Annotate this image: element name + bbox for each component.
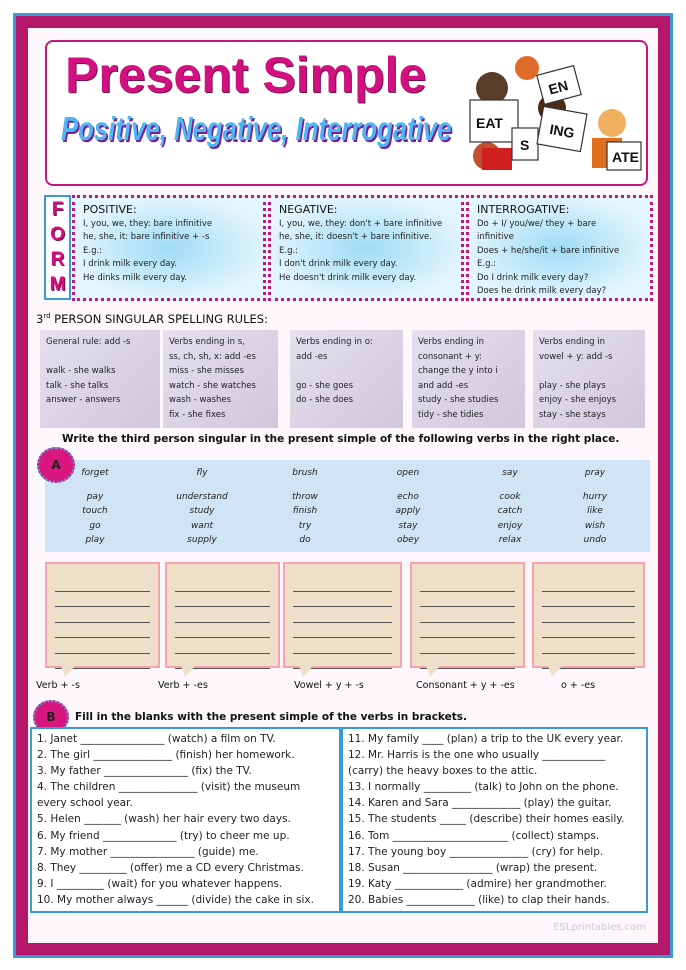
spelling-rule-box bbox=[290, 330, 403, 428]
page-subtitle: Positive, Negative, Interrogative bbox=[61, 110, 452, 147]
spelling-rule-line: Verbs ending in s, bbox=[169, 337, 245, 347]
verb-column bbox=[157, 466, 247, 548]
form-letter: F bbox=[51, 198, 64, 220]
verb-item: understand bbox=[176, 491, 228, 502]
sentence-item: 7. My mother ________________ (guide) me. bbox=[37, 845, 259, 858]
spelling-rule-line: add -es bbox=[296, 351, 328, 362]
spelling-rule-line: ss, ch, sh, x: add -es bbox=[169, 351, 256, 362]
verb-item: echo bbox=[397, 491, 419, 502]
form-box-line: I, you, we, they: bare infinitive bbox=[83, 218, 213, 229]
spelling-rule-line: tidy - she tidies bbox=[418, 409, 484, 420]
spelling-rule-line: consonant + y: bbox=[418, 351, 483, 362]
heading-superscript: rd bbox=[43, 312, 51, 321]
clipart-word: EN bbox=[546, 77, 570, 98]
sentence-item: 12. Mr. Harris is the one who usually ____________ bbox=[348, 749, 606, 762]
form-box-line: I, you, we, they: don't + bare infinitive bbox=[279, 218, 443, 229]
spelling-rule-line: General rule: add -s bbox=[46, 337, 131, 347]
sentence-item: 14. Karen and Sara _____________ (play) the guitar. bbox=[348, 797, 612, 810]
spelling-rule-line: vowel + y: add -s bbox=[539, 351, 613, 362]
verb-item: supply bbox=[187, 535, 217, 545]
answer-note-box bbox=[410, 562, 525, 668]
sentence-item: 10. My mother always ______ (divide) the cake in six. bbox=[37, 893, 314, 906]
form-box-line: E.g.: bbox=[83, 245, 103, 256]
answer-line bbox=[420, 654, 515, 670]
children-holding-word-cards-illustration bbox=[452, 48, 642, 180]
form-box-line: E.g.: bbox=[279, 245, 299, 256]
answer-line bbox=[175, 607, 270, 623]
spelling-rule-line: play - she plays bbox=[539, 380, 606, 391]
verb-item: open bbox=[396, 468, 420, 478]
sentence-item: 3. My father ________________ (fix) the TV. bbox=[37, 765, 252, 778]
verb-item: go bbox=[89, 520, 101, 531]
form-box-heading: POSITIVE: bbox=[83, 203, 137, 216]
spelling-rule-line: stay - she stays bbox=[539, 409, 606, 420]
verb-item: study bbox=[189, 506, 215, 516]
answer-line bbox=[293, 576, 392, 592]
sentence-item: 15. The students _____ (describe) their homes easily. bbox=[348, 813, 625, 826]
verb-column bbox=[363, 466, 453, 548]
form-vertical-label bbox=[44, 195, 71, 300]
clipart-word: ATE bbox=[612, 149, 639, 165]
form-letter: M bbox=[49, 274, 66, 296]
spelling-rule-line: fix - she fixes bbox=[169, 409, 226, 420]
page-title: Present Simple bbox=[65, 47, 427, 103]
heading-text: PERSON SINGULAR SPELLING RULES: bbox=[50, 312, 268, 326]
verb-item: wish bbox=[584, 520, 606, 531]
answer-line bbox=[542, 592, 635, 608]
form-box-line: He dinks milk every day. bbox=[83, 272, 187, 283]
sentence-item: 4. The children _______________ (visit) the museum bbox=[37, 781, 301, 794]
verb-item: want bbox=[190, 520, 214, 531]
clipart-word: EAT bbox=[476, 115, 503, 131]
verb-item: apply bbox=[395, 506, 421, 516]
answer-line bbox=[55, 576, 150, 592]
form-box-line: I don't drink milk every day. bbox=[279, 259, 398, 269]
answer-line bbox=[420, 623, 515, 639]
form-box-heading: INTERROGATIVE: bbox=[477, 203, 570, 216]
verb-bank bbox=[45, 460, 650, 552]
answer-line bbox=[55, 638, 150, 654]
spelling-rule-line: Verbs ending in o: bbox=[296, 337, 373, 347]
answer-note-box bbox=[283, 562, 402, 668]
sentence-item: 18. Susan _________________ (wrap) the present. bbox=[348, 861, 598, 874]
answer-note-box bbox=[45, 562, 160, 668]
category-label: Verb + -es bbox=[158, 680, 208, 691]
verb-item: catch bbox=[497, 506, 523, 516]
form-letter: O bbox=[50, 223, 65, 245]
form-box-line: he, she, it: bare infinitive + -s bbox=[83, 232, 210, 242]
form-box-heading: NEGATIVE: bbox=[279, 203, 338, 216]
answer-line bbox=[542, 623, 635, 639]
spelling-rules-heading bbox=[36, 312, 268, 326]
sentence-item: 20. Babies _____________ (like) to clap their hands. bbox=[348, 893, 610, 906]
verb-item: do bbox=[299, 535, 311, 545]
answer-line bbox=[542, 638, 635, 654]
verb-item: touch bbox=[82, 506, 108, 516]
sentence-item: 2. The girl _______________ (finish) her homework. bbox=[37, 749, 295, 762]
exercise-a-instruction: Write the third person singular in the present simple of the following verbs in the right place. bbox=[62, 433, 620, 445]
sentence-item: 6. My friend ______________ (try) to cheer me up. bbox=[37, 829, 290, 842]
form-box-line: Do I drink milk every day? bbox=[477, 272, 589, 283]
sentence-item: 9. I _________ (wait) for you whatever happens. bbox=[37, 877, 283, 890]
form-box-line: He doesn't drink milk every day. bbox=[279, 272, 417, 283]
verb-item: like bbox=[587, 506, 603, 516]
spelling-rule-box bbox=[533, 330, 645, 428]
answer-line bbox=[293, 638, 392, 654]
exercise-b-badge: B bbox=[33, 700, 69, 734]
verb-item: fly bbox=[196, 468, 208, 478]
verb-item: play bbox=[85, 535, 105, 545]
spelling-rule-line: do - she does bbox=[296, 395, 354, 405]
form-box-line: Do + I/ you/we/ they + bare bbox=[477, 218, 597, 229]
verb-item: pay bbox=[86, 491, 104, 502]
spelling-rule-line: study - she studies bbox=[418, 395, 499, 405]
sentence-item: 11. My family ____ (plan) a trip to the UK every year. bbox=[348, 733, 624, 745]
answer-line bbox=[542, 654, 635, 670]
verb-column bbox=[550, 466, 640, 548]
form-letter: R bbox=[50, 249, 65, 271]
spelling-rule-line: enjoy - she enjoys bbox=[539, 395, 617, 405]
spelling-rule-line: answer - answers bbox=[46, 395, 121, 405]
sentence-item: 5. Helen _______ (wash) her hair every two days. bbox=[37, 813, 291, 826]
category-label: Verb + -s bbox=[36, 680, 80, 691]
spelling-rule-line: talk - she talks bbox=[46, 380, 109, 391]
verb-column bbox=[260, 466, 350, 548]
answer-line bbox=[55, 654, 150, 670]
sentence-item: 16. Tom ______________________ (collect) stamps. bbox=[348, 829, 600, 842]
verb-item: forget bbox=[81, 468, 109, 478]
form-box-line: Does + he/she/it + bare infinitive bbox=[477, 245, 620, 256]
spelling-rule-line: wash - washes bbox=[169, 395, 232, 405]
spelling-rule-line bbox=[46, 350, 154, 365]
answer-line bbox=[175, 592, 270, 608]
answer-line bbox=[175, 654, 270, 670]
exercise-b-instruction: Fill in the blanks with the present simple of the verbs in brackets. bbox=[75, 711, 468, 723]
form-box-line: he, she, it: doesn't + bare infinitive. bbox=[279, 232, 432, 242]
form-box-line: Does he drink milk every day? bbox=[477, 286, 607, 296]
verb-item: stay bbox=[398, 520, 418, 531]
answer-line bbox=[175, 623, 270, 639]
answer-note-box bbox=[165, 562, 280, 668]
answer-line bbox=[542, 607, 635, 623]
answer-line bbox=[55, 607, 150, 623]
category-label: o + -es bbox=[561, 680, 596, 691]
answer-line bbox=[293, 654, 392, 670]
answer-line bbox=[293, 592, 392, 608]
spelling-rule-line bbox=[296, 364, 397, 379]
verb-column bbox=[465, 466, 555, 548]
answer-line bbox=[542, 576, 635, 592]
spelling-rule-box bbox=[163, 330, 278, 428]
form-box-line: infinitive bbox=[477, 232, 514, 242]
verb-item: brush bbox=[292, 468, 318, 478]
answer-line bbox=[420, 607, 515, 623]
verb-item: try bbox=[298, 520, 312, 531]
sentence-item: (carry) the heavy boxes to the attic. bbox=[348, 765, 538, 778]
sentence-item: 1. Janet ________________ (watch) a film on TV. bbox=[37, 733, 276, 745]
form-box-line: I drink milk every day. bbox=[83, 259, 177, 269]
form-box-positive bbox=[72, 195, 266, 301]
answer-line bbox=[55, 623, 150, 639]
category-label: Vowel + y + -s bbox=[294, 680, 364, 691]
answer-line bbox=[420, 576, 515, 592]
answer-note-box bbox=[532, 562, 645, 668]
verb-item: hurry bbox=[582, 491, 608, 502]
heading-number: 3 bbox=[36, 312, 44, 326]
form-box-line: E.g.: bbox=[477, 259, 497, 269]
spelling-rule-line: watch - she watches bbox=[169, 380, 256, 391]
spelling-rule-line bbox=[539, 364, 639, 379]
sentence-item: 13. I normally _________ (talk) to John on the phone. bbox=[348, 781, 619, 794]
answer-line bbox=[175, 576, 270, 592]
title-banner bbox=[45, 40, 648, 186]
sentence-item: 19. Katy _____________ (admire) her grandmother. bbox=[348, 877, 607, 890]
verb-item: pray bbox=[584, 468, 606, 478]
clipart-word: ING bbox=[548, 121, 576, 142]
verb-item: throw bbox=[292, 491, 318, 502]
spelling-rule-line: change the y into i bbox=[418, 366, 498, 376]
verb-item: cook bbox=[499, 491, 521, 502]
spelling-rule-line: Verbs ending in bbox=[418, 337, 485, 347]
exercise-a-badge: A bbox=[37, 447, 75, 483]
watermark: ESLprintables.com bbox=[553, 922, 646, 933]
verb-item: finish bbox=[292, 506, 318, 516]
answer-line bbox=[293, 623, 392, 639]
form-box-interrogative bbox=[466, 195, 653, 301]
exercise-b-right-column bbox=[341, 727, 648, 913]
verb-item: undo bbox=[583, 535, 607, 545]
form-box-negative bbox=[268, 195, 464, 301]
spelling-rule-line: walk - she walks bbox=[46, 366, 116, 376]
verb-item: say bbox=[502, 468, 518, 478]
spelling-rule-line: go - she goes bbox=[296, 380, 354, 391]
answer-line bbox=[420, 592, 515, 608]
answer-line bbox=[55, 592, 150, 608]
sentence-item: 8. They _________ (offer) me a CD every Christmas. bbox=[37, 861, 304, 874]
exercise-b-left-column bbox=[30, 727, 341, 913]
answer-line bbox=[420, 638, 515, 654]
spelling-rule-line: Verbs ending in bbox=[539, 337, 606, 347]
verb-item: enjoy bbox=[497, 520, 523, 531]
spelling-rule-box bbox=[412, 330, 525, 428]
sentence-item: 17. The young boy _______________ (cry) for help. bbox=[348, 845, 604, 858]
spelling-rule-line: and add -es bbox=[418, 380, 469, 391]
clipart-word: S bbox=[520, 137, 530, 153]
category-label: Consonant + y + -es bbox=[416, 680, 515, 691]
verb-item: obey bbox=[396, 535, 420, 545]
spelling-rule-line: miss - she misses bbox=[169, 366, 244, 376]
sentence-item: every school year. bbox=[37, 797, 133, 810]
answer-line bbox=[175, 638, 270, 654]
spelling-rule-box bbox=[40, 330, 160, 428]
verb-item: relax bbox=[498, 535, 522, 545]
answer-line bbox=[293, 607, 392, 623]
